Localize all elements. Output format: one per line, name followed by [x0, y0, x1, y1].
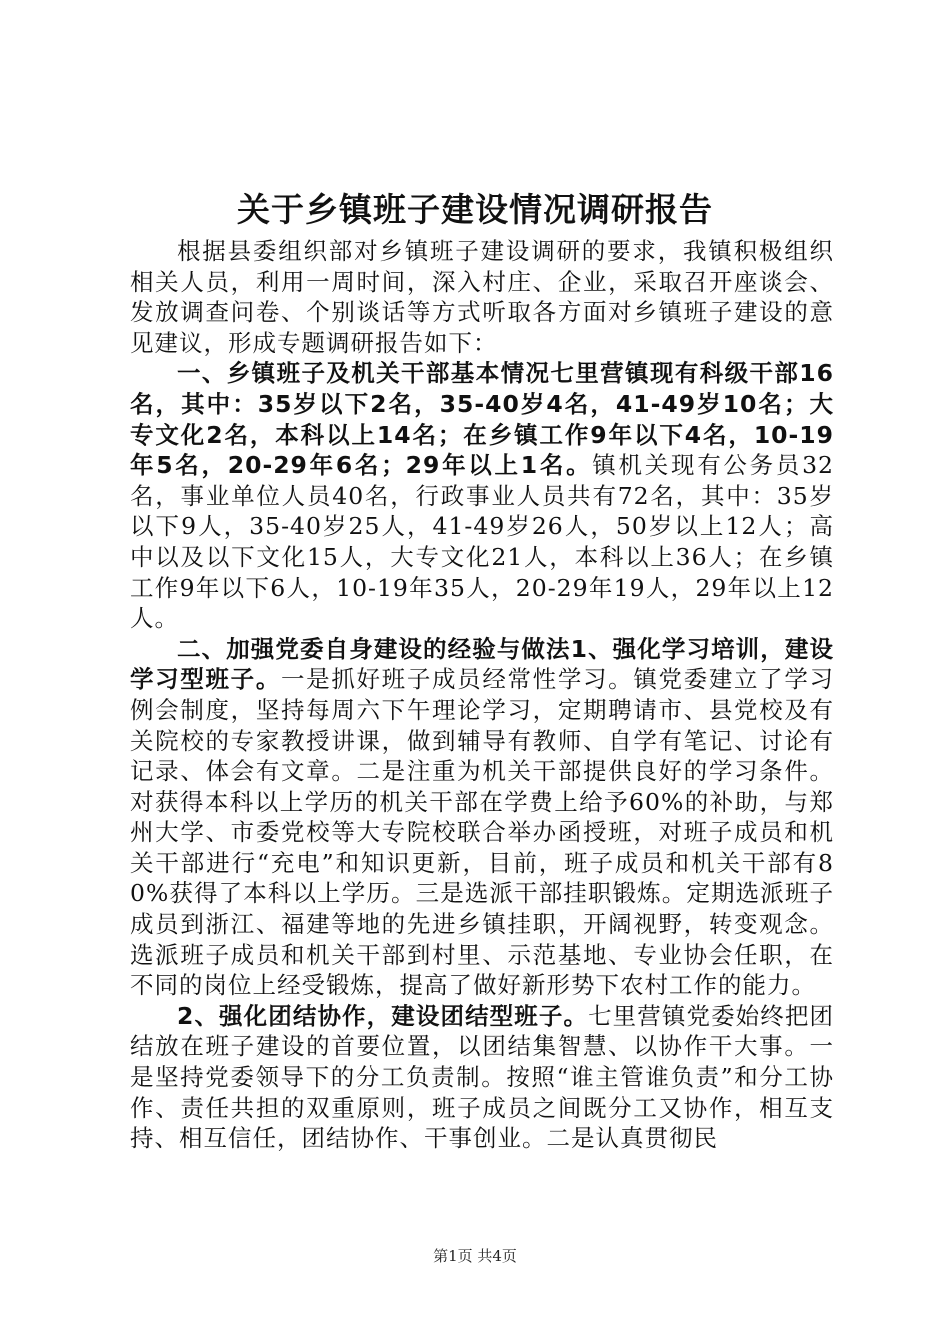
- paragraph-text: 根据县委组织部对乡镇班子建设调研的要求，我镇积极组织相关人员，利用一周时间，深入村庄、企业，采取召开座谈会、发放调查问卷、个别谈话等方式听取各方面对乡镇班子建设的意见建议，形成专题调研报告如下：: [130, 237, 834, 357]
- paragraph-heading: 二、加强党委自身建设的经验与做法1、强化学习培训，建设学习型班子。: [130, 634, 834, 694]
- paragraph-text: 七里营镇党委始终把团结放在班子建设的首要位置，以团结集智慧、以协作干大事。一是坚持党委领导下的分工负责制。按照“谁主管谁负责”和分工协作、责任共担的双重原则，班子成员之间既分工又协作，相互支持、相互信任，团结协作、干事创业。二是认真贯彻民: [130, 1001, 834, 1153]
- paragraph-section-2-2: [130, 1001, 834, 1154]
- paragraph-heading: 一、乡镇班子及机关干部基本情况七里营镇现有科级干部16名，其中：35岁以下2名，35-40岁4名，41-49岁10名；大专文化2名，本科以上14名；在乡镇工作9年以下4名，10-19年5名，20-29年6名；29年以上1名。: [130, 359, 834, 480]
- paragraph-intro: [130, 236, 834, 358]
- page-footer: 第1页 共4页: [433, 1247, 517, 1265]
- document-body: [130, 236, 834, 1154]
- paragraph-section-2: [130, 634, 834, 1001]
- paragraph-text: 镇机关现有公务员32名，事业单位人员40名，行政事业人员共有72名，其中：35岁以下9人，35-40岁25人，41-49岁26人，50岁以上12人；高中以及以下文化15人，大专文化21人，本科以上36人；在乡镇工作9年以下6人，10-19年35人，20-29年19人，29年以上12人。: [130, 451, 834, 633]
- paragraph-text: 一是抓好班子成员经常性学习。镇党委建立了学习例会制度，坚持每周六下午理论学习，定期聘请市、县党校及有关院校的专家教授讲课，做到辅导有教师、自学有笔记、讨论有记录、体会有文章。二是注重为机关干部提供良好的学习条件。对获得本科以上学历的机关干部在学费上给予60%的补助，与郑州大学、市委党校等大专院校联合举办函授班，对班子成员和机关干部进行“充电”和知识更新，目前，班子成员和机关干部有80%获得了本科以上学历。三是选派干部挂职锻炼。定期选派班子成员到浙江、福建等地的先进乡镇挂职，开阔视野，转变观念。选派班子成员和机关干部到村里、示范基地、专业协会任职，在不同的岗位上经受锻炼，提高了做好新形势下农村工作的能力。: [130, 665, 834, 1000]
- document-title: 关于乡镇班子建设情况调研报告: [237, 190, 713, 229]
- paragraph-heading: 2、强化团结协作，建设团结型班子。: [177, 1001, 589, 1030]
- paragraph-section-1: [130, 358, 834, 633]
